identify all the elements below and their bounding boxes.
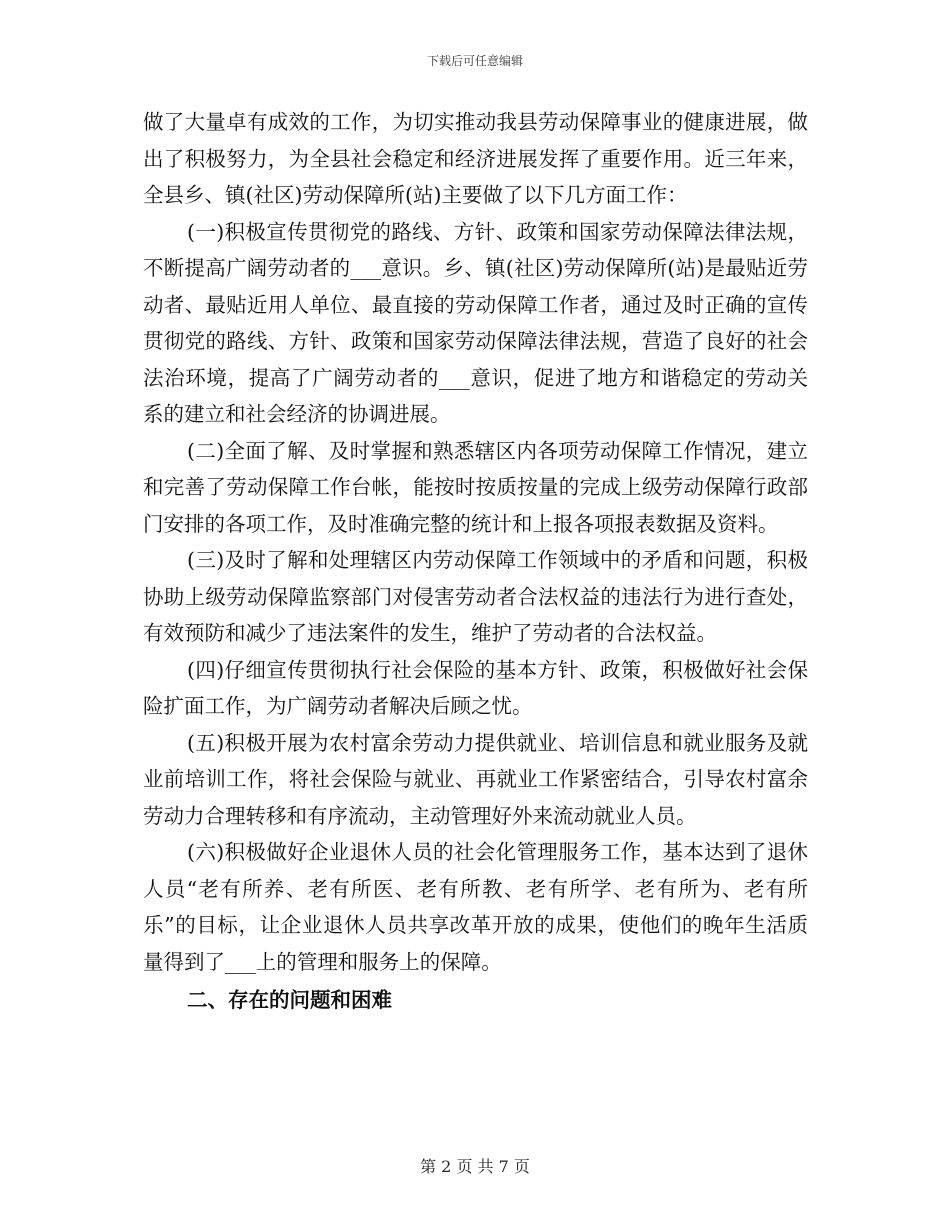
page-footer: 第 2 页 共 7 页 [420, 1157, 530, 1176]
paragraph-item-2: (二)全面了解、及时掌握和熟悉辖区内各项劳动保障工作情况，建立和完善了劳动保障工作台帐，能按时按质按量的完成上级劳动保障行政部门安排的各项工作，及时准确完整的统计和上报各项报表数据及资料。 [143, 438, 808, 536]
paragraph-continuation: 做了大量卓有成效的工作，为切实推动我县劳动保障事业的健康进展，做出了积极努力，为全县社会稳定和经济进展发挥了重要作用。近三年来，全县乡、镇(社区)劳动保障所(站)主要做了以下几方面工作： [143, 110, 808, 207]
paragraph-item-3: (三)及时了解和处理辖区内劳动保障工作领域中的矛盾和问题，积极协助上级劳动保障监察部门对侵害劳动者合法权益的违法行为进行查处，有效预防和减少了违法案件的发生，维护了劳动者的合法权益。 [143, 548, 808, 645]
page-header: 下载后可任意编辑 [426, 54, 523, 68]
paragraph-item-1: (一)积极宣传贯彻党的路线、方针、政策和国家劳动保障法律法规，不断提高广阔劳动者的___意识。乡、镇(社区)劳动保障所(站)是最贴近劳动者、最贴近用人单位、最直接的劳动保障工作者，通过及时正确的宣传贯彻党的路线、方针、政策和国家劳动保障法律法规，营造了良好的社会法治环境，提高了广阔劳动者的___意识，促进了地方和谐稳定的劳动关系的建立和社会经济的协调进展。 [143, 219, 808, 426]
paragraph-item-4: (四)仔细宣传贯彻执行社会保险的基本方针、政策，积极做好社会保险扩面工作，为广阔劳动者解决后顾之忧。 [143, 657, 808, 718]
paragraph-item-6: (六)积极做好企业退休人员的社会化管理服务工作，基本达到了退休人员“老有所养、老有所医、老有所教、老有所学、老有所为、老有所乐”的目标，让企业退休人员共享改革开放的成果，使他们的晚年生活质量得到了___上的管理和服务上的保障。 [143, 840, 808, 974]
section-heading: 二、存在的问题和困难 [187, 988, 392, 1012]
paragraph-item-5: (五)积极开展为农村富余劳动力提供就业、培训信息和就业服务及就业前培训工作，将社会保险与就业、再就业工作紧密结合，引导农村富余劳动力合理转移和有序流动，主动管理好外来流动就业人员。 [143, 730, 808, 828]
document-body [143, 104, 808, 1019]
